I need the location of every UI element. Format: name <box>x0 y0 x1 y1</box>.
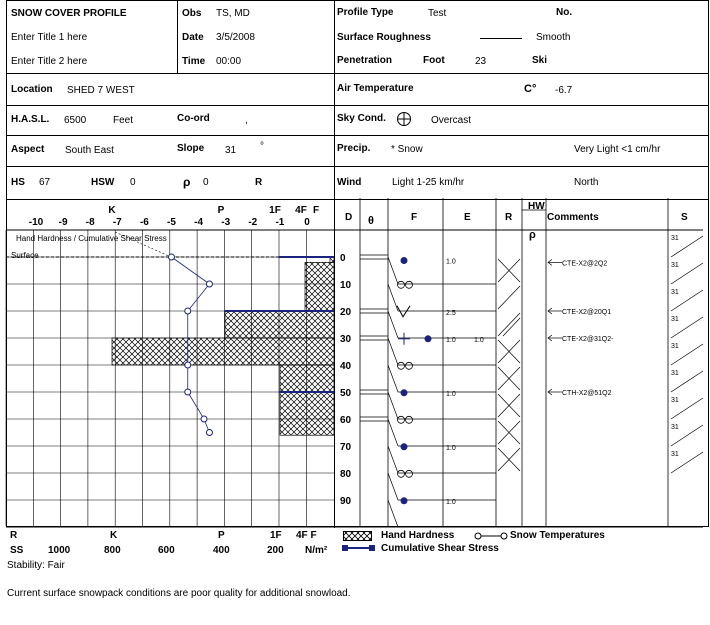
ss-800: 800 <box>104 545 121 556</box>
layer-connector <box>388 419 398 446</box>
snow-temperature-legend-icon <box>474 530 508 542</box>
depth-tick-label: 50 <box>340 388 352 399</box>
temperature-point <box>185 389 191 395</box>
col-r-header: R <box>505 212 513 223</box>
sky-label: Sky Cond. <box>337 113 386 124</box>
grain-dot-icon <box>401 389 408 396</box>
col-rho-header: ρ <box>529 229 536 241</box>
temperature-point <box>185 362 191 368</box>
grain-ring-icon <box>406 281 413 288</box>
stability-test-label: CTE-X2@20Q1 <box>562 309 612 316</box>
slope-value-label: 31 <box>671 397 679 404</box>
profile-type-value: Test <box>428 8 447 19</box>
depth-tick-label: 0 <box>340 253 346 264</box>
col-s-header: S <box>681 212 688 223</box>
grain-ring-icon <box>406 470 413 477</box>
temperature-point <box>185 308 191 314</box>
air-temp-unit: C° <box>524 83 537 95</box>
hasl-label: H.A.S.L. <box>11 114 50 125</box>
grain-size-label: 2.5 <box>446 309 456 317</box>
bottom-p-label: P <box>218 530 225 541</box>
grain-size-label: 1.0 <box>446 498 456 506</box>
grain-size-label: 1.0 <box>474 336 484 344</box>
wind-label: Wind <box>337 177 362 188</box>
layer-connector <box>388 338 398 365</box>
col-theta-header: θ <box>368 215 374 227</box>
layer-connector <box>388 446 398 473</box>
ss-400: 400 <box>213 545 230 556</box>
legend-hand-hardness: Hand Hardness <box>381 530 455 541</box>
roughness-label: Surface Roughness <box>337 32 431 43</box>
resistance-symbol <box>503 318 520 336</box>
resistance-symbol <box>498 313 520 336</box>
slope-value-label: 31 <box>671 451 679 458</box>
foot-label: Foot <box>423 55 445 66</box>
hand-hardness-bar <box>112 338 334 365</box>
hardness-axis-label: P <box>217 205 225 216</box>
rho-label: ρ <box>183 175 191 189</box>
location-value: SHED 7 WEST <box>67 85 135 96</box>
temperature-point <box>201 416 207 422</box>
temp-tick-label: -10 <box>28 217 44 228</box>
hand-hardness-legend-swatch-icon <box>343 530 373 542</box>
time-label: Time <box>182 56 206 67</box>
col-hw-header: HW <box>528 201 545 212</box>
grain-dot-icon <box>401 257 408 264</box>
grain-ring-icon <box>398 416 405 423</box>
obs-value: TS, MD <box>216 8 250 19</box>
slope-value-label: 31 <box>671 262 679 269</box>
hand-hardness-bar <box>305 262 334 311</box>
air-temp-value: -6.7 <box>555 85 573 96</box>
shear-stress-legend-icon <box>342 543 376 553</box>
penetration-label: Penetration <box>337 55 393 66</box>
comment-text: Current surface snowpack conditions are poor quality for additional snowload. <box>7 588 351 599</box>
legend-shear-stress: Cumulative Shear Stress <box>381 543 499 554</box>
depth-tick-label: 80 <box>340 469 352 480</box>
hsw-value: 0 <box>130 177 136 188</box>
date-label: Date <box>182 32 204 43</box>
depth-tick-label: 90 <box>340 496 352 507</box>
col-f-header: F <box>411 212 418 223</box>
slope-value-label: 31 <box>671 235 679 242</box>
hardness-axis-label: 1F <box>269 205 281 216</box>
legend-snow-temperatures: Snow Temperatures <box>510 530 605 541</box>
slope-value-label: 31 <box>671 289 679 296</box>
layer-connector <box>388 500 398 527</box>
temp-tick-label: -1 <box>275 217 285 228</box>
form-title: SNOW COVER PROFILE <box>11 8 127 19</box>
no-label: No. <box>556 7 573 18</box>
grain-dot-icon <box>401 497 408 504</box>
slope-label: Slope <box>177 143 205 154</box>
grain-dot-icon <box>401 443 408 450</box>
hardness-axis-label: F <box>312 205 320 216</box>
hsw-label: HSW <box>91 177 115 188</box>
precip-label: Precip. <box>337 143 371 154</box>
col-d-header: D <box>345 212 353 223</box>
temp-tick-label: -3 <box>221 217 231 228</box>
r-label: R <box>255 177 263 188</box>
temp-tick-label: -7 <box>112 217 122 228</box>
slope-value-label: 31 <box>671 316 679 323</box>
hs-value: 67 <box>39 177 51 188</box>
hardness-axis-label: K <box>108 205 116 216</box>
slope-value-label: 31 <box>671 370 679 377</box>
grain-dot-icon <box>425 335 432 342</box>
bottom-r-label: R <box>10 530 18 541</box>
slope-unit: ° <box>260 141 264 152</box>
bottom-ss-label: SS <box>10 545 24 556</box>
ss-unit: N/m² <box>305 545 328 556</box>
ss-1000: 1000 <box>48 545 71 556</box>
precip-rate: Very Light <1 cm/hr <box>574 144 661 155</box>
hand-hardness-bar <box>280 365 334 392</box>
col-comments-header: Comments <box>547 212 599 223</box>
layer-connector <box>388 284 398 311</box>
depth-tick-label: 70 <box>340 442 352 453</box>
temperature-point <box>206 430 212 436</box>
grain-ring-icon <box>406 416 413 423</box>
grain-ring-icon <box>398 281 405 288</box>
depth-tick-label: 60 <box>340 415 352 426</box>
resistance-symbol <box>498 286 520 309</box>
temp-tick-label: -5 <box>167 217 176 228</box>
grain-ring-icon <box>406 362 413 369</box>
grain-size-label: 1.0 <box>446 444 456 452</box>
temperature-point <box>206 281 212 287</box>
bottom-k-label: K <box>110 530 118 541</box>
depth-tick-label: 10 <box>340 280 352 291</box>
coord-value: , <box>245 115 248 126</box>
slope-value-label: 31 <box>671 343 679 350</box>
hasl-value: 6500 <box>64 115 87 126</box>
title-1: Enter Title 1 here <box>11 32 88 43</box>
grain-size-label: 1.0 <box>446 258 456 266</box>
coord-label: Co-ord <box>177 113 210 124</box>
sky-value: Overcast <box>431 115 472 126</box>
temp-tick-label: -4 <box>194 217 204 228</box>
date-value: 3/5/2008 <box>216 32 255 43</box>
layer-connector <box>388 311 398 338</box>
hardness-axis-label: 4F <box>295 205 307 216</box>
roughness-value: Smooth <box>536 32 571 43</box>
foot-value: 23 <box>475 56 487 67</box>
hs-label: HS <box>11 177 25 188</box>
wind-direction: North <box>574 177 599 188</box>
surface-annotation: Surface <box>11 251 39 260</box>
profile-type-label: Profile Type <box>337 7 394 18</box>
depth-tick-label: 20 <box>340 307 352 318</box>
slope-value: 31 <box>225 145 237 156</box>
depth-tick-label: 40 <box>340 361 352 372</box>
layer-connector <box>388 257 398 284</box>
air-temp-label: Air Temperature <box>337 83 414 94</box>
temp-tick-label: -9 <box>58 217 68 228</box>
stability-test-label: CTH-X2@51Q2 <box>562 390 612 397</box>
col-e-header: E <box>464 212 471 223</box>
wind-speed: Light 1-25 km/hr <box>392 177 465 188</box>
temp-tick-label: -2 <box>248 217 258 228</box>
temperature-point <box>169 254 175 260</box>
layer-connector <box>388 473 398 500</box>
hasl-unit: Feet <box>113 115 134 126</box>
layer-connector <box>388 365 398 392</box>
temp-tick-label: 0 <box>304 217 310 228</box>
bottom-1f-label: 1F <box>270 530 282 541</box>
stability-test-label: CTE-X2@2Q2 <box>562 260 608 268</box>
location-label: Location <box>11 84 53 95</box>
aspect-label: Aspect <box>11 144 45 155</box>
obs-label: Obs <box>182 8 202 19</box>
ss-200: 200 <box>267 545 284 556</box>
depth-tick-label: 30 <box>340 334 352 345</box>
stability-test-label: CTE-X2@31Q2- <box>562 336 614 343</box>
grain-size-label: 1.0 <box>446 390 456 398</box>
hh-cum-annotation: Hand Hardness / Cumulative Shear Stress <box>16 234 167 243</box>
title-2: Enter Title 2 here <box>11 56 88 67</box>
temp-tick-label: -8 <box>85 217 95 228</box>
stability-text: Stability: Fair <box>7 560 65 571</box>
slope-value-label: 31 <box>671 424 679 431</box>
grain-ring-icon <box>398 362 405 369</box>
time-value: 00:00 <box>216 56 242 67</box>
hand-hardness-bar <box>280 392 334 435</box>
profile-grid <box>6 230 703 527</box>
aspect-value: South East <box>65 145 114 156</box>
bottom-4f-label: 4F F <box>296 530 317 541</box>
layer-connector <box>388 392 398 419</box>
grain-size-label: 1.0 <box>446 336 456 344</box>
precip-type: * Snow <box>391 144 423 155</box>
snow-temperature-series <box>115 232 212 436</box>
profile-columns <box>360 198 703 527</box>
ski-label: Ski <box>532 55 548 66</box>
grain-ring-icon <box>398 470 405 477</box>
hand-hardness-bar <box>225 311 334 338</box>
rho-value: 0 <box>203 177 209 188</box>
ss-600: 600 <box>158 545 175 556</box>
temp-tick-label: -6 <box>139 217 149 228</box>
